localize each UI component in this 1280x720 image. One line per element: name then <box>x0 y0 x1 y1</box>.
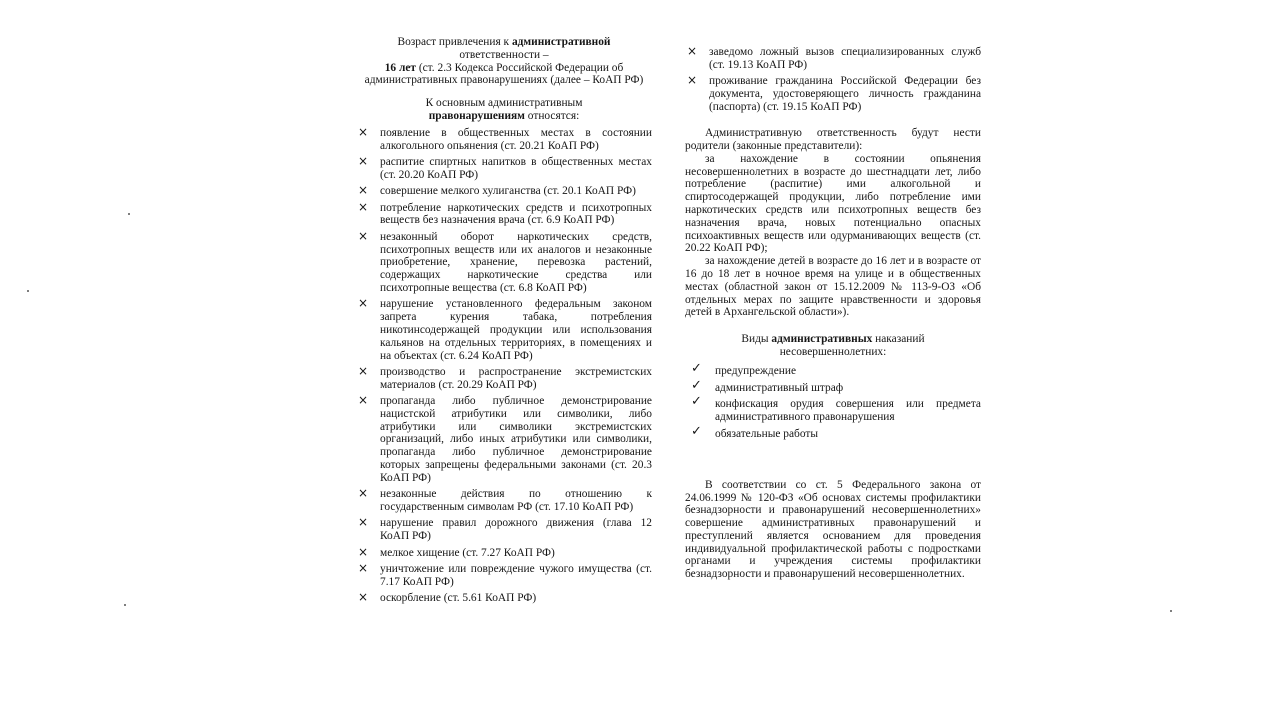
offense-item <box>356 592 652 605</box>
penalties-heading-line2: несовершеннолетних: <box>779 345 887 358</box>
penalty-item <box>685 360 981 378</box>
offense-item-text: незаконные действия по отношению к государственным символам РФ (ст. 17.10 КоАП РФ) <box>380 488 652 514</box>
offense-item-text: появление в общественных местах в состоянии алкогольного опьянения (ст. 20.21 КоАП РФ) <box>380 126 652 152</box>
offense-item-text: потребление наркотических средств и психотропных веществ без назначения врача (ст. 6.9 КоАП РФ) <box>380 201 652 227</box>
parents-paragraph-1: за нахождение в состоянии опьянения несовершеннолетних в возрасте до шестнадцати лет, либо потребление (распитие) ими алкогольной и спиртосодержащей продукции, либо потребление ими наркотических средств или психотропных веществ без назначения врача, новых потенциально опасных психоактивных веществ или одурманивающих веществ (ст. 20.22 КоАП РФ); <box>685 152 981 255</box>
intro-lead-tail: ответственности – <box>459 48 549 61</box>
scan-speck <box>27 290 29 292</box>
cross-mark-icon: × <box>358 124 369 139</box>
cross-mark-icon: × <box>687 73 698 88</box>
offense-item-text: пропаганда либо публичное демонстрирование нацистской атрибутики или символики, либо атрибутики или символики экстремистских организаций, либо иных атрибутики или символики, пропаганда либо публичное демонстрирование которых запрещены федеральными законами (ст. 20.3 КоАП РФ) <box>380 395 652 484</box>
offense-item-text: оскорбление (ст. 5.61 КоАП РФ) <box>380 592 537 605</box>
offenses-heading-bold: правонарушениям <box>428 109 525 122</box>
cross-mark-icon: × <box>358 183 369 198</box>
offense-item <box>356 488 652 514</box>
check-mark-icon: ✓ <box>691 423 702 439</box>
offense-item-text: заведомо ложный вызов специализированных служб (ст. 19.13 КоАП РФ) <box>709 46 981 71</box>
offenses-continued-list <box>685 46 981 114</box>
cross-mark-icon: × <box>358 363 369 378</box>
offenses-heading <box>356 97 652 123</box>
offense-item-text: нарушение установленного федеральным законом запрета курения табака, потребления никотинсодержащей продукции или использования кальянов на отдельных территориях, в помещениях и на объектах (ст. 6.24 КоАП РФ) <box>380 298 652 362</box>
offense-item-text: распитие спиртных напитков в общественных местах (ст. 20.20 КоАП РФ) <box>380 155 652 181</box>
offense-item <box>356 124 652 153</box>
penalty-item-text: обязательные работы <box>715 427 818 440</box>
cross-mark-icon: × <box>358 486 369 501</box>
offenses-list <box>356 124 652 605</box>
penalty-item <box>685 394 981 424</box>
penalty-item-text: конфискация орудия совершения или предмета административного правонарушения <box>715 398 981 424</box>
scan-speck <box>128 213 130 215</box>
cross-mark-icon: × <box>358 515 369 530</box>
intro-age-bold: 16 лет <box>384 61 416 74</box>
footer-paragraph: В соответствии со ст. 5 Федерального закона от 24.06.1999 № 120-ФЗ «Об основах системы профилактики безнадзорности и правонарушений несовершеннолетних» совершение административных правонарушений и преступлений является основанием для проведения индивидуальной профилактической работы с подростками органами и учреждения системы профилактики безнадзорности и правонарушений несовершеннолетних. <box>685 478 981 581</box>
left-column <box>356 36 652 609</box>
cross-mark-icon: × <box>358 199 369 214</box>
offense-item <box>356 153 652 182</box>
check-mark-icon: ✓ <box>691 360 702 376</box>
offense-item <box>356 395 652 485</box>
offense-item-text: незаконный оборот наркотических средств, психотропных веществ или их аналогов и незаконные приобретение, хранение, перевозка растений, содержащих наркотические средства или психотропные вещества (ст. 6.8 КоАП РФ) <box>380 230 652 294</box>
intro-lead-bold: административной <box>511 36 611 48</box>
cross-mark-icon: × <box>358 228 369 243</box>
right-column <box>685 36 981 581</box>
offense-item-text: совершение мелкого хулиганства (ст. 20.1 КоАП РФ) <box>380 185 636 198</box>
offense-item-text: производство и распространение экстремистских материалов (ст. 20.29 КоАП РФ) <box>380 365 652 391</box>
offense-item <box>356 517 652 543</box>
scan-speck <box>1170 610 1172 612</box>
offense-item <box>356 363 652 392</box>
cross-mark-icon: × <box>358 544 369 559</box>
check-mark-icon: ✓ <box>691 377 702 393</box>
offense-item-text: нарушение правил дорожного движения (глава 12 КоАП РФ) <box>380 517 652 543</box>
penalty-item-text: административный штраф <box>715 381 844 394</box>
offense-item-text: уничтожение или повреждение чужого имущества (ст. 7.17 КоАП РФ) <box>380 563 652 588</box>
offense-item <box>356 563 652 589</box>
offenses-heading-tail: относятся: <box>524 109 580 122</box>
cross-mark-icon: × <box>687 44 698 58</box>
offense-item <box>685 75 981 113</box>
penalty-item <box>685 423 981 441</box>
offense-item <box>685 46 981 72</box>
cross-mark-icon: × <box>358 561 369 576</box>
cross-mark-icon: × <box>358 393 369 408</box>
offense-item-text: проживание гражданина Российской Федерации без документа, удостоверяющего личность гражданина (паспорта) (ст. 19.15 КоАП РФ) <box>709 75 981 113</box>
offense-item-text: мелкое хищение (ст. 7.27 КоАП РФ) <box>380 546 555 559</box>
intro-age <box>356 62 652 88</box>
scan-speck <box>124 604 126 606</box>
intro-block <box>356 36 652 62</box>
penalties-heading-lead: Виды <box>741 333 772 346</box>
penalty-item <box>685 377 981 395</box>
intro-lead: Возраст привлечения к <box>397 36 512 48</box>
penalty-item-text: предупреждение <box>715 364 797 377</box>
cross-mark-icon: × <box>358 296 369 311</box>
parents-intro: Административную ответственность будут нести родители (законные представители): <box>685 127 981 152</box>
cross-mark-icon: × <box>358 590 369 605</box>
penalties-heading-tail: наказаний <box>872 333 925 346</box>
parents-paragraph-2: за нахождение детей в возрасте до 16 лет и в возрасте от 16 до 18 лет в ночное время на улице и в общественных местах (областной закон от 15.12.2009 № 113-9-ОЗ «Об отдельных мерах по защите нравственности и здоровья детей в Архангельской области»). <box>685 255 981 319</box>
penalties-list <box>685 360 981 441</box>
cross-mark-icon: × <box>358 153 369 168</box>
offense-item <box>356 185 652 198</box>
leaflet-page <box>350 36 990 692</box>
penalties-heading-bold: административных <box>771 333 873 346</box>
offense-item <box>356 544 652 560</box>
offense-item <box>356 199 652 228</box>
offense-item <box>356 298 652 362</box>
offenses-heading-line1: К основным административным <box>425 97 583 110</box>
intro-age-text: (ст. 2.3 Кодекса Российской Федерации об административных правонарушениях (далее – КоАП РФ) <box>364 61 644 87</box>
penalties-heading <box>685 333 981 359</box>
check-mark-icon: ✓ <box>691 394 702 410</box>
offense-item <box>356 228 652 295</box>
